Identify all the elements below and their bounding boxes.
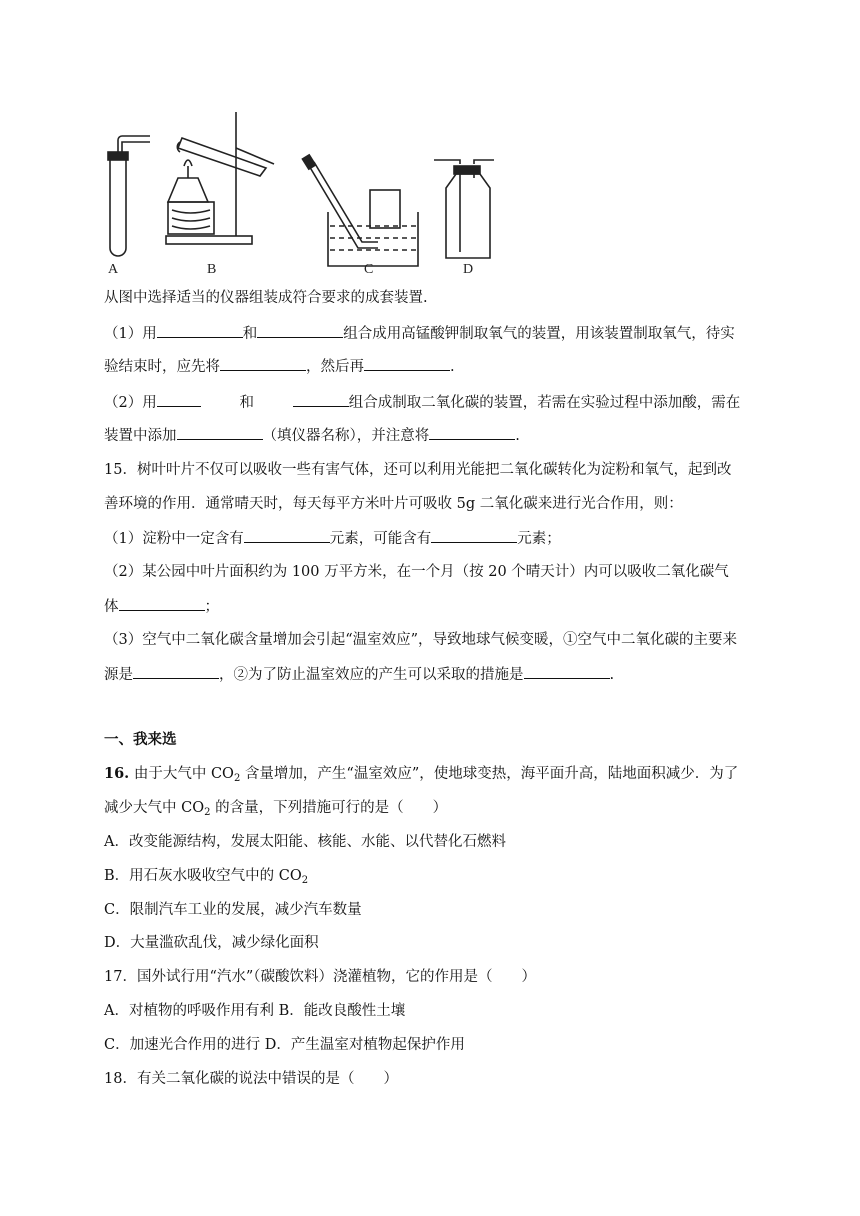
- figure-label-b: B: [207, 262, 217, 277]
- q18-stem: 18．有关二氧化碳的说法中错误的是（ ）: [104, 1071, 398, 1087]
- apparatus-a-test-tube: [108, 136, 150, 256]
- answer-blank[interactable]: [429, 425, 515, 440]
- q15-part2-line1: （2）某公园中叶片面积约为 100 万平方米，在一个月（按 20 个晴天计）内可以吸收二氧化碳气: [104, 564, 729, 580]
- q16-option-b[interactable]: B．用石灰水吸收空气中的 $CO_2$: [104, 868, 309, 886]
- q15-part1: （1）淀粉中一定含有 元素，可能含有 元素；: [104, 528, 561, 549]
- figure-label-d: D: [463, 262, 474, 277]
- q17-stem: 17．国外试行用“汽水”（碳酸饮料）浇灌植物，它的作用是（ ）: [104, 969, 537, 985]
- q14-part2-line1: （2）用 和 组合成制取二氧化碳的装置，若需在实验过程中添加酸，需在: [104, 392, 740, 413]
- q17-options-row2[interactable]: C．加速光合作用的进行 D．产生温室对植物起保护作用: [104, 1037, 465, 1053]
- answer-blank[interactable]: [524, 664, 610, 679]
- q16-option-d[interactable]: D．大量滥砍乱伐，减少绿化面积: [104, 935, 319, 951]
- answer-blank[interactable]: [157, 323, 243, 338]
- q14-part1-line2: 验结束时，应先将 ，然后再 .: [104, 356, 455, 377]
- figure-label-c: C: [364, 262, 374, 277]
- answer-blank[interactable]: [293, 392, 349, 407]
- apparatus-d-gas-bottle: [434, 160, 494, 258]
- answer-blank[interactable]: [177, 425, 263, 440]
- q16-stem-line1: 16. 由于大气中 $CO_2$ 含量增加，产生“温室效应”，使地球变热，海平面升高，陆地面积减少．为了: [104, 765, 739, 784]
- q15-part3-line1: （3）空气中二氧化碳含量增加会引起“温室效应”，导致地球气候变暖，①空气中二氧化碳的主要来: [104, 632, 738, 648]
- q15-stem-line1: 15．树叶叶片不仅可以吸收一些有害气体，还可以利用光能把二氧化碳转化为淀粉和氧气，起到改: [104, 462, 732, 478]
- answer-blank[interactable]: [157, 392, 201, 407]
- answer-blank[interactable]: [133, 664, 219, 679]
- apparatus-b-heating-setup: [166, 112, 274, 244]
- q16-option-c[interactable]: C．限制汽车工业的发展，减少汽车数量: [104, 902, 362, 918]
- answer-blank[interactable]: [431, 528, 517, 543]
- answer-blank[interactable]: [257, 323, 343, 338]
- apparatus-c-water-trough: [302, 155, 418, 266]
- answer-blank[interactable]: [244, 528, 330, 543]
- answer-blank[interactable]: [364, 356, 450, 371]
- section-heading: 一、我来选: [104, 731, 177, 748]
- intro-line: 从图中选择适当的仪器组装成符合要求的成套装置.: [104, 290, 428, 306]
- q14-part1-line1: （1）用 和 组合成用高锰酸钾制取氧气的装置，用该装置制取氧气，待实: [104, 323, 735, 344]
- q16-option-a[interactable]: A．改变能源结构，发展太阳能、核能、水能、以代替化石燃料: [104, 834, 506, 850]
- q15-part3-line2: 源是 ，②为了防止温室效应的产生可以采取的措施是 .: [104, 664, 614, 685]
- figure-label-a: A: [108, 262, 119, 277]
- q15-stem-line2: 善环境的作用．通常晴天时，每天每平方米叶片可吸收 5g 二氧化碳来进行光合作用，则：: [104, 496, 683, 512]
- q16-stem-line2: 减少大气中 $CO_2$ 的含量，下列措施可行的是（ ）: [104, 800, 448, 818]
- q15-part2-line2: 体 ；: [104, 596, 219, 617]
- answer-blank[interactable]: [119, 596, 205, 611]
- q14-part2-line2: 装置中添加 （填仪器名称），并注意将 .: [104, 425, 520, 446]
- q17-options-row1[interactable]: A．对植物的呼吸作用有利 B．能改良酸性土壤: [104, 1003, 406, 1019]
- apparatus-figure: [98, 108, 518, 280]
- answer-blank[interactable]: [220, 356, 306, 371]
